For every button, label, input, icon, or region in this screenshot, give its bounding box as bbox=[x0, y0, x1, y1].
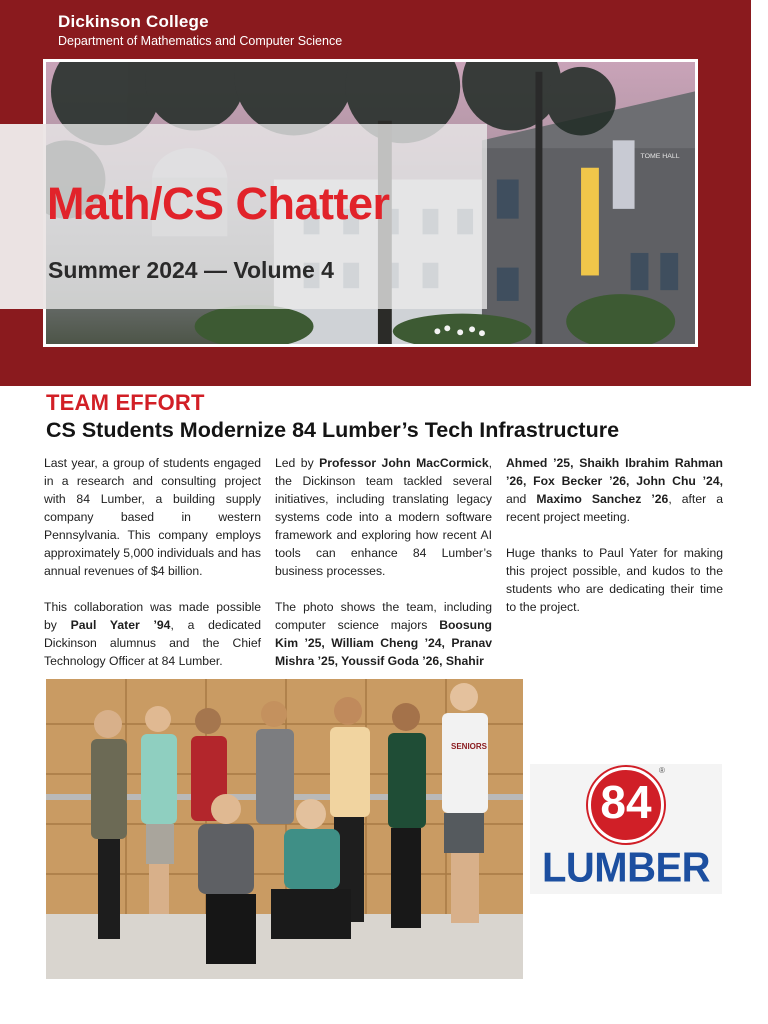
team-photo bbox=[46, 679, 523, 979]
logo-registered-mark: ® bbox=[659, 766, 665, 775]
text: The photo shows the team, including computer science majors bbox=[275, 600, 492, 632]
newsletter-title: Math/CS Chatter bbox=[47, 178, 390, 229]
paragraph bbox=[275, 454, 492, 580]
paragraph bbox=[275, 598, 492, 670]
article-kicker: TEAM EFFORT bbox=[46, 390, 205, 415]
text: , after a recent project meeting. bbox=[506, 492, 723, 524]
building-sign-text: TOME HALL bbox=[640, 152, 680, 160]
paragraph: Last year, a group of students engaged in a research and consulting project with 84 Lumber, a building supply company based in western Pennsylvania. This company employs approximately 5,000 individuals and has annual revenues of $4 billion. bbox=[44, 456, 261, 578]
article-headline: CS Students Modernize 84 Lumber’s Tech Infrastructure bbox=[46, 418, 620, 442]
text: , a dedicated Dickinson alumnus and the Chief Technology Officer at 84 Lumber. bbox=[44, 618, 262, 668]
paragraph bbox=[44, 598, 261, 670]
article-column-1 bbox=[44, 454, 261, 688]
text: and bbox=[506, 492, 537, 506]
text: This collaboration was made possible by bbox=[44, 600, 261, 632]
84-lumber-logo bbox=[530, 764, 722, 894]
article-column-2 bbox=[275, 454, 492, 688]
student-names: Maximo Sanchez ’26 bbox=[536, 492, 669, 506]
department-name: Department of Mathematics and Computer Science bbox=[58, 34, 343, 48]
shirt-text: SENIORS bbox=[451, 742, 488, 751]
logo-wordmark: LUMBER bbox=[541, 844, 711, 892]
student-names: Boosung Kim ’25, William Cheng ’24, Pranav Mishra ’25, Youssif Goda ’26, Shahir bbox=[275, 618, 492, 668]
text: , the Dickinson team tackled several initiatives, including translating legacy systems code into a modern software framework and exploring how recent AI tools can enhance 84 Lumber’s business processes. bbox=[275, 456, 492, 578]
logo-number: 84 bbox=[600, 776, 652, 828]
paragraph bbox=[506, 454, 723, 526]
text: Led by bbox=[275, 456, 320, 470]
paragraph: Huge thanks to Paul Yater for making this project possible, and kudos to the students who are dedicating their time to the project. bbox=[506, 546, 723, 614]
person-name: Paul Yater ’94 bbox=[70, 618, 171, 632]
person-name: Professor John MacCormick bbox=[319, 456, 489, 470]
article-column-3 bbox=[506, 454, 723, 634]
student-names: Ahmed ’25, Shaikh Ibrahim Rahman ’26, Fox Becker ’26, John Chu ’24, bbox=[506, 456, 723, 488]
college-name: Dickinson College bbox=[58, 12, 209, 31]
issue-label: Summer 2024 — Volume 4 bbox=[48, 257, 334, 283]
